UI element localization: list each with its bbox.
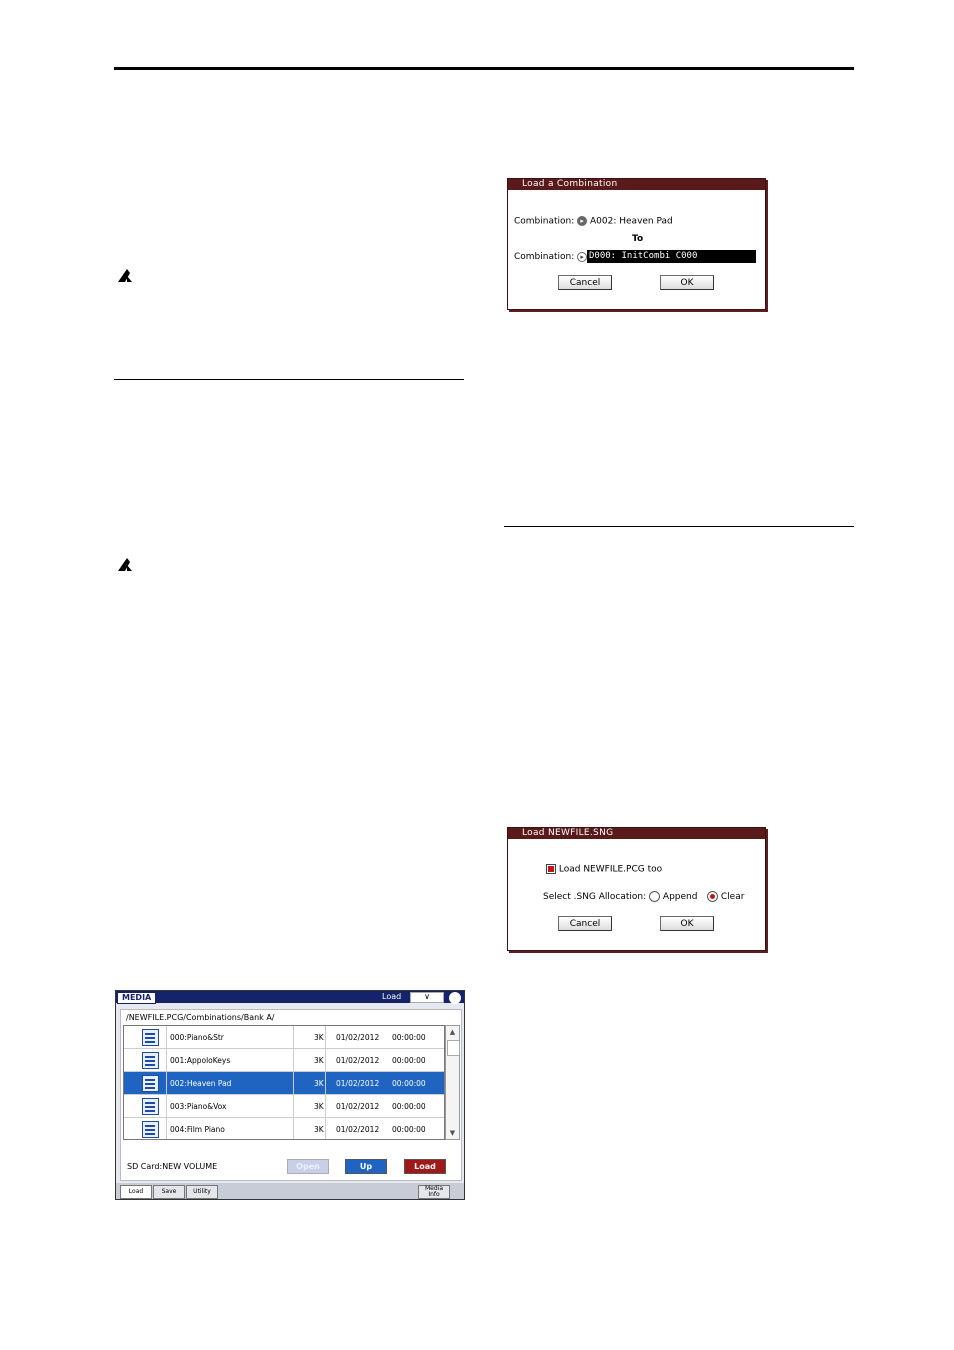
dialog-title: Load NEWFILE.SNG (508, 828, 765, 839)
up-button[interactable]: Up (345, 1159, 387, 1174)
checkbox-label: Load NEWFILE.PCG too (558, 864, 663, 875)
pcg-file-icon (142, 1029, 159, 1046)
file-size: 3K (314, 1033, 324, 1042)
file-time: 00:00:00 (392, 1125, 426, 1134)
load-button[interactable]: Load (404, 1159, 446, 1174)
page-tabs (116, 1183, 464, 1199)
arrow-right-icon[interactable]: ▸ (577, 216, 587, 226)
column-divider (293, 1026, 294, 1139)
ok-button[interactable]: OK (660, 275, 714, 290)
cancel-button[interactable]: Cancel (558, 916, 612, 931)
tab-save[interactable]: Save (153, 1185, 185, 1199)
file-size: 3K (314, 1056, 324, 1065)
file-date: 01/02/2012 (336, 1033, 380, 1042)
pcg-file-icon (142, 1075, 159, 1092)
file-name: 002:Heaven Pad (170, 1079, 232, 1088)
column-divider (166, 1026, 167, 1139)
destination-combination-field[interactable]: D000: InitCombi C000 (587, 250, 756, 263)
source-value: A002: Heaven Pad (590, 216, 673, 227)
file-name: 003:Piano&Vox (170, 1102, 227, 1111)
section-rule-left (114, 379, 464, 380)
dest-label: Combination: (514, 252, 575, 262)
arrow-right-icon[interactable]: ▸ (577, 252, 587, 262)
file-panel (120, 1009, 462, 1181)
pcg-file-icon (142, 1052, 159, 1069)
page-menu-dropdown[interactable] (410, 992, 444, 1003)
file-name: 000:Piano&Str (170, 1033, 224, 1042)
section-rule-right (504, 526, 854, 527)
file-size: 3K (314, 1102, 324, 1111)
clock-icon[interactable] (449, 992, 461, 1004)
allocation-label: Select .SNG Allocation: (543, 892, 647, 902)
file-time: 00:00:00 (392, 1056, 426, 1065)
file-row[interactable] (124, 1118, 444, 1140)
append-radio[interactable] (649, 891, 660, 902)
clear-option[interactable] (707, 891, 744, 902)
source-label: Combination: (514, 216, 575, 227)
file-row-selected[interactable] (124, 1072, 444, 1095)
file-row[interactable] (124, 1026, 444, 1049)
file-date: 01/02/2012 (336, 1079, 380, 1088)
file-list[interactable] (123, 1025, 445, 1140)
file-time: 00:00:00 (392, 1033, 426, 1042)
file-name: 004:Film Piano (170, 1125, 225, 1134)
clear-label: Clear (720, 892, 745, 902)
to-label: To (632, 234, 644, 244)
load-combination-dialog (507, 178, 766, 310)
pcg-file-icon (142, 1098, 159, 1115)
page-top-rule (114, 67, 854, 70)
dialog-title: Load a Combination (508, 179, 765, 190)
cancel-button[interactable]: Cancel (558, 275, 612, 290)
clear-radio[interactable] (707, 891, 718, 902)
file-row[interactable] (124, 1095, 444, 1118)
tab-media-info-line2: Info (428, 1191, 440, 1198)
media-load-screen (115, 990, 465, 1200)
media-header (116, 991, 464, 1003)
warning-icon (116, 267, 136, 283)
ok-button[interactable]: OK (660, 916, 714, 931)
file-date: 01/02/2012 (336, 1056, 380, 1065)
file-time: 00:00:00 (392, 1079, 426, 1088)
chevron-down-icon: ∨ (424, 992, 430, 1001)
mode-label: Load (382, 992, 402, 1001)
tab-load[interactable]: Load (120, 1185, 152, 1199)
warning-icon (116, 556, 136, 572)
file-size: 3K (314, 1079, 324, 1088)
tab-media-info[interactable] (418, 1185, 450, 1199)
load-pcg-checkbox-row[interactable] (546, 864, 662, 875)
open-button[interactable]: Open (287, 1159, 329, 1174)
append-label: Append (662, 892, 698, 902)
file-date: 01/02/2012 (336, 1125, 380, 1134)
load-pcg-checkbox[interactable] (546, 864, 556, 874)
pcg-file-icon (142, 1121, 159, 1138)
scroll-up-icon[interactable]: ▲ (449, 1028, 456, 1036)
scroll-thumb[interactable] (447, 1040, 460, 1056)
allocation-row (543, 891, 697, 902)
file-name: 001:AppoloKeys (170, 1056, 231, 1065)
dest-label-group (514, 251, 587, 264)
file-list-scrollbar[interactable] (445, 1025, 460, 1140)
column-divider (325, 1026, 326, 1139)
source-combination-row (514, 216, 673, 227)
tab-utility[interactable]: Utility (186, 1185, 218, 1199)
tab-media-info-line1: Media (424, 1185, 444, 1192)
scroll-down-icon[interactable]: ▼ (449, 1129, 456, 1137)
file-date: 01/02/2012 (336, 1102, 380, 1111)
file-row[interactable] (124, 1049, 444, 1072)
media-title: MEDIA (117, 992, 156, 1004)
file-time: 00:00:00 (392, 1102, 426, 1111)
file-size: 3K (314, 1125, 324, 1134)
current-path: /NEWFILE.PCG/Combinations/Bank A/ (126, 1013, 275, 1022)
media-status: SD Card:NEW VOLUME (127, 1162, 218, 1171)
load-sng-dialog (507, 827, 766, 951)
